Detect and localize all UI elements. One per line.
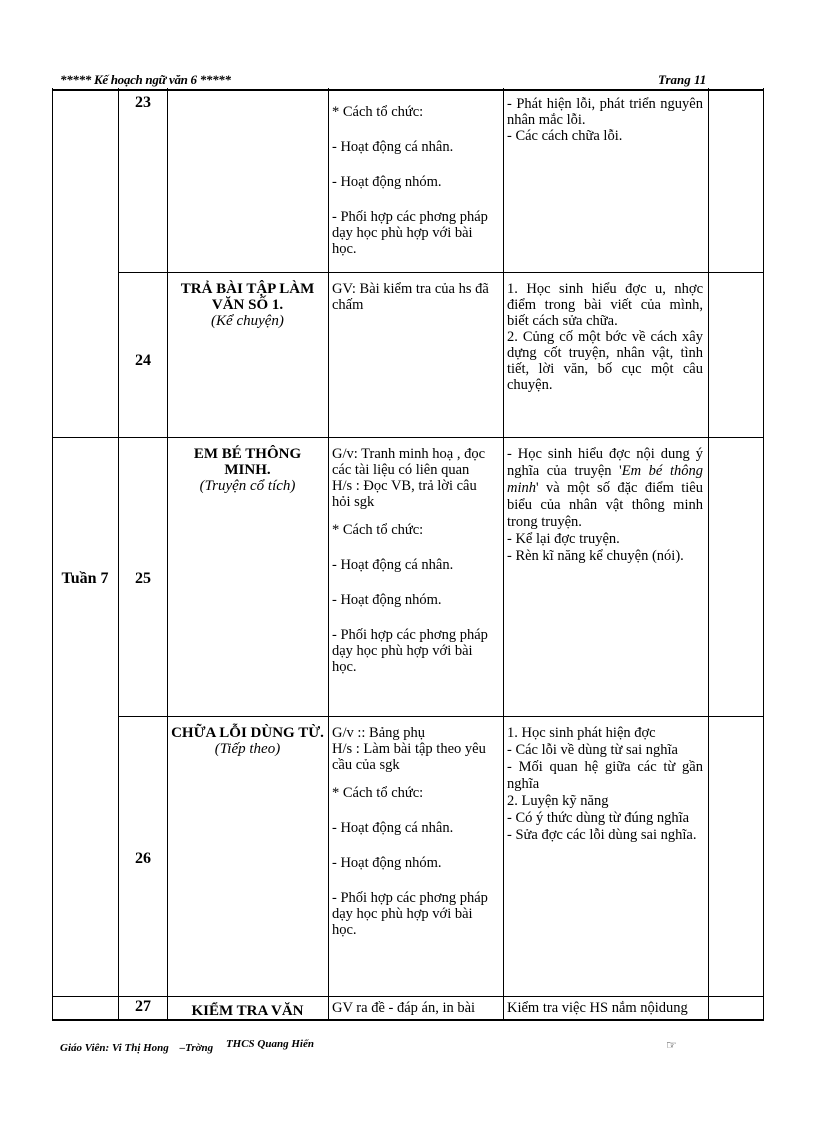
lesson-prep (332, 281, 498, 321)
lesson-subtitle: (Tiếp theo) (214, 741, 281, 757)
week-label: Tuần 7 (61, 570, 109, 587)
col-divider-num (167, 88, 168, 1020)
lesson-number: 25 (135, 570, 151, 587)
goal-line: - Các lỗi về dùng từ sai nghĩa (507, 742, 678, 758)
goal-line: 2. Luyện kỹ năng (507, 793, 609, 809)
lesson-title (170, 446, 325, 494)
goal-line: - Sửa đợc các lỗi dùng sai nghĩa. (507, 827, 697, 843)
lesson-title-text: KIỂM TRA VĂN (191, 1003, 304, 1019)
lesson-goals (507, 281, 703, 393)
method-line: - Phối hợp các phơng pháp dạy học phù hợp với bài học. (332, 627, 488, 675)
page-footer (60, 1038, 314, 1054)
lesson-prep (332, 725, 498, 946)
col-divider-goals (708, 88, 709, 1020)
lesson-subtitle: (Kể chuyện) (211, 313, 284, 329)
prep-line: H/s : Làm bài tập theo yêu cầu của sgk (332, 741, 486, 773)
goal-line: - Phát hiện lỗi, phát triển nguyên nhân mắc lỗi. (507, 96, 703, 128)
footer-school-prefix: –Trờng (179, 1042, 214, 1054)
row-divider (52, 437, 763, 438)
goal-line: - Mối quan hệ giữa các từ gần nghĩa (507, 759, 703, 792)
method-line: - Hoạt động nhóm. (332, 592, 442, 608)
header-rule (52, 89, 764, 91)
goal-text: - Học sinh hiểu đợc nội dung ý nghĩa của truyện ' (507, 446, 703, 479)
goal-line: 1. Học sinh phát hiện đợc (507, 725, 656, 741)
lesson-number: 27 (135, 998, 151, 1015)
pointing-hand-icon: ☞ (666, 1038, 677, 1052)
lesson-subtitle: (Truyện cổ tích) (199, 478, 296, 494)
goal-text: ' và một số đặc điểm tiêu biểu của nhân vật thông minh trong truyện. (507, 480, 703, 530)
method-line: - Hoạt động nhóm. (332, 174, 442, 190)
method-line: * Cách tổ chức: (332, 104, 424, 120)
lesson-number: 26 (135, 850, 151, 867)
lesson-goals (507, 446, 703, 565)
col-divider-week (118, 88, 119, 1020)
table-border-left (52, 88, 53, 1020)
lesson-title (170, 725, 325, 757)
lesson-title-text: TRẢ BÀI TẬP LÀM VĂN SỐ 1. (180, 281, 315, 313)
goal-line: - Các cách chữa lỗi. (507, 128, 623, 144)
row-divider (52, 996, 763, 997)
prep-line: H/s : Đọc VB, trả lời câu hỏi sgk (332, 478, 477, 510)
story-title: Em bé thông minh (507, 463, 703, 496)
goal-line: - Có ý thức dùng từ đúng nghĩa (507, 810, 690, 826)
col-divider-prep (503, 88, 504, 1020)
lesson-prep (332, 1000, 498, 1016)
lesson-title-text: CHỮA LỖI DÙNG TỪ. (171, 725, 324, 741)
row-divider (118, 272, 763, 273)
prep-line: G/v: Tranh minh hoạ , đọc các tài liệu có liên quan (332, 446, 486, 478)
goal-line: - Kể lại đợc truyện. (507, 531, 620, 547)
method-line: - Hoạt động cá nhân. (332, 139, 454, 155)
row-divider (118, 716, 763, 717)
method-line: - Hoạt động cá nhân. (332, 557, 454, 573)
method-line: * Cách tổ chức: (332, 522, 424, 538)
page-number: Trang 11 (658, 72, 707, 87)
footer-teacher: Giáo Viên: Vi Thị Hong (60, 1042, 169, 1054)
goal-line (507, 446, 703, 531)
table-border-bottom (52, 1019, 764, 1021)
goal-line: 1. Học sinh hiểu đợc u, nhợc điểm trong bài viết của mình, biết cách sửa chữa. (507, 281, 703, 329)
method-line: - Hoạt động cá nhân. (332, 820, 454, 836)
goal-line: - Rèn kĩ năng kể chuyện (nói). (507, 548, 684, 564)
prep-line: GV ra đề - đáp án, in bài (332, 1000, 476, 1016)
method-line: * Cách tổ chức: (332, 785, 424, 801)
prep-line: G/v :: Bảng phụ (332, 725, 426, 741)
method-line: - Phối hợp các phơng pháp dạy học phù hợp với bài học. (332, 209, 488, 257)
page-header-title: ***** Kế hoạch ngữ văn 6 ***** (60, 72, 231, 87)
lesson-title (170, 281, 325, 329)
lesson-goals (507, 1000, 703, 1016)
method-line: - Hoạt động nhóm. (332, 855, 442, 871)
goal-line: 2. Củng cố một bớc về cách xây dựng cốt truyện, nhân vật, tình tiết, lời văn, bố cục một câu chuyện. (507, 329, 703, 393)
lesson-title (170, 1003, 325, 1019)
lesson-prep (332, 446, 498, 683)
lesson-methods (332, 104, 498, 265)
lesson-number: 24 (135, 352, 151, 369)
prep-line: GV: Bài kiểm tra của hs đã chấm (332, 281, 489, 313)
lesson-goals (507, 725, 703, 844)
lesson-title-text: EM BÉ THÔNG MINH. (193, 446, 302, 478)
goal-line: Kiểm tra việc HS nắm nộidung (507, 1000, 688, 1016)
col-divider-title (328, 88, 329, 1020)
lesson-goals (507, 96, 703, 144)
method-line: - Phối hợp các phơng pháp dạy học phù hợp với bài học. (332, 890, 488, 938)
footer-school: THCS Quang Hiến (225, 1038, 314, 1050)
lesson-number: 23 (135, 94, 151, 111)
table-border-right (763, 88, 764, 1020)
